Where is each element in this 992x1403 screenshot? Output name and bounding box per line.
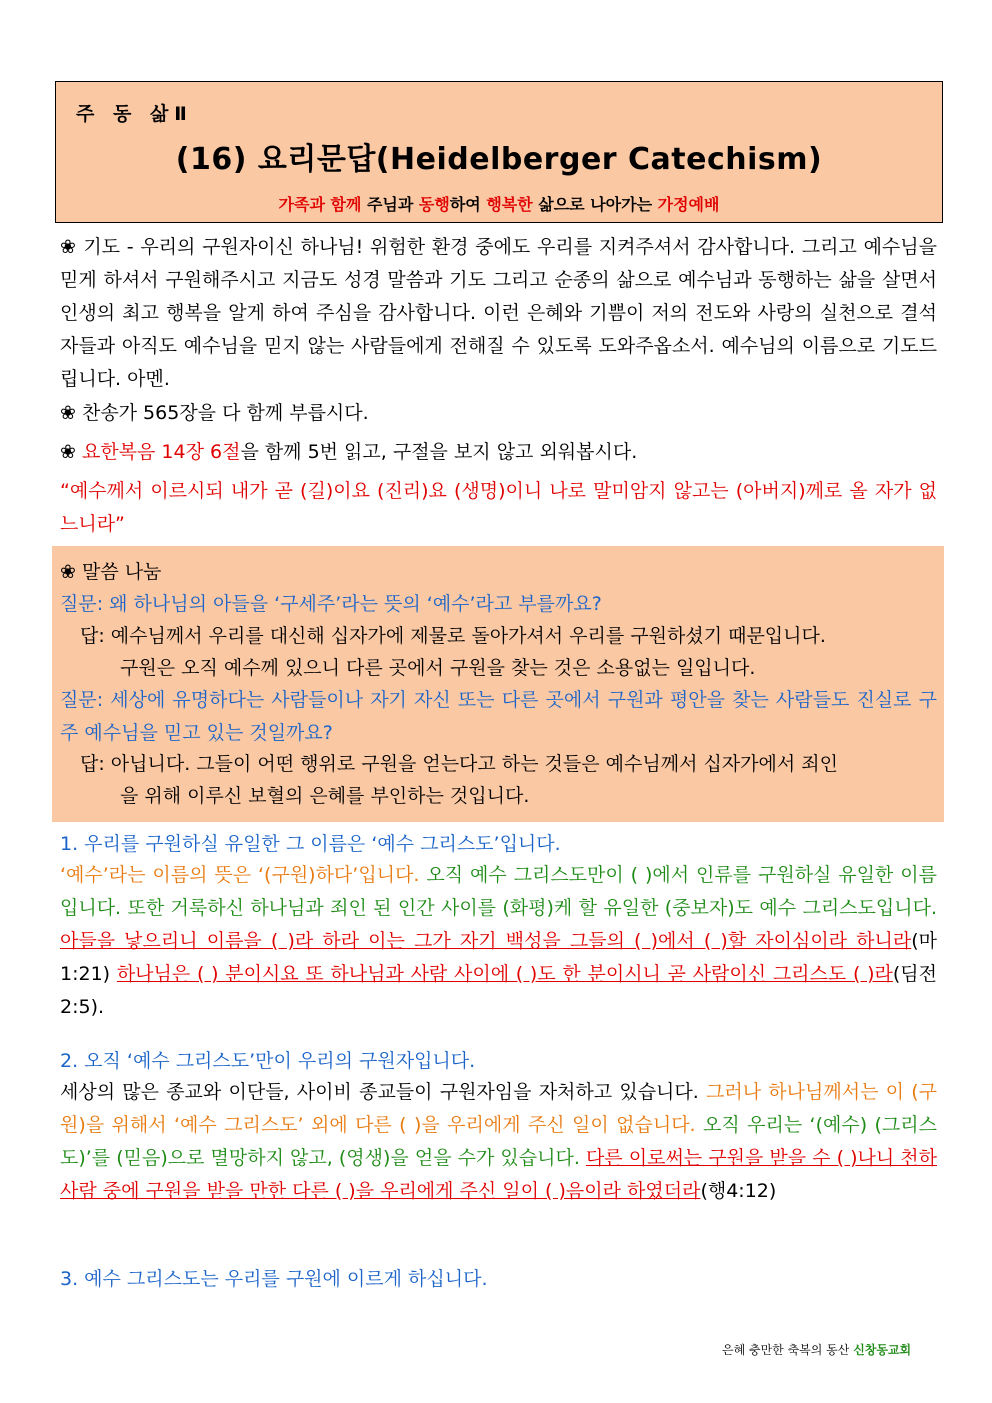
section-2-heading: 2. 오직 ‘예수 그리스도’만이 우리의 구원자입니다. [60,1050,476,1072]
answer-1-line-2: 구원은 오직 예수께 있으니 다른 곳에서 구원을 찾는 것은 소용없는 일입니다. [120,657,756,679]
page-title: (16) 요리문답(Heidelberger Catechism) [175,142,823,177]
answer-2-line-1: 답: 아닙니다. 그들이 어떤 행위로 구원을 얻는다고 하는 것들은 예수님께서 십자가에서 죄인 [80,753,838,775]
question-2: 질문: 세상에 유명하다는 사람들이나 자기 자신 또는 다른 곳에서 구원과 평안을 찾는 사람들도 진실로 구주 예수님을 믿고 있는 것일까요? [60,689,937,744]
hymn-line: ❀ 찬송가 565장을 다 함께 부릅시다. [60,402,369,424]
section-3-heading: 3. 예수 그리스도는 우리를 구원에 이르게 하십니다. [60,1268,488,1290]
section-2-body: 세상의 많은 종교와 이단들, 사이비 종교들이 구원자임을 자처하고 있습니다. 그러나 하나님께서는 이 (구원)을 위해서 ‘예수 그리스도’ 외에 다른 ( )을 우리에게 주신 일이 없습니다. 오직 우리는 ‘(예수) (그리스도)’를 (믿음)으로 멸망하지 않고, (영생)을 얻을 수가 있습니다. 다른 이로써는 구원을 받을 수 ( )나니 천하 사람 중에 구원을 받을 만한 다른 ( )을 우리에게 주신 일이 ( )음이라 하였더라(행4:12) [60,1081,937,1202]
discussion-heading: ❀ 말씀 나눔 [60,561,162,583]
section-1-heading: 1. 우리를 구원하실 유일한 그 이름은 ‘예수 그리스도’입니다. [60,833,561,855]
answer-1-line-1: 답: 예수님께서 우리를 대신해 십자가에 제물로 돌아가셔서 우리를 구원하셨기 때문입니다. [80,625,826,647]
title-box [55,81,943,223]
question-1: 질문: 왜 하나님의 아들을 ‘구세주’라는 뜻의 ‘예수’라고 부를까요? [60,593,602,615]
answer-2-line-2: 을 위해 이루신 보혈의 은혜를 부인하는 것입니다. [120,785,530,807]
church-name: 신창동교회 [853,1343,912,1357]
section-1-body: ‘예수’라는 이름의 뜻은 ‘(구원)하다’입니다. 오직 예수 그리스도만이 ( )에서 인류를 구원하실 유일한 이름입니다. 또한 거룩하신 하나님과 죄인 된 인간 사이를 (화평)케 할 유일한 (중보자)도 예수 그리스도입니다. 아들을 낳으리니 이름을 ( )라 하라 이는 그가 자기 백성을 그들의 ( )에서 ( )할 자이심이라 하니라(마1:21) 하나님은 ( ) 분이시요 또 하나님과 사람 사이에 ( )도 한 분이시니 곧 사람이신 그리스도 ( )라(딤전2:5). [60,864,937,1018]
subtitle: 가족과 함께 주님과 동행하여 행복한 삶으로 나아가는 가정예배 [278,195,720,214]
flower-icon: ❀ [60,441,82,463]
prayer-paragraph: ❀ 기도 - 우리의 구원자이신 하나님! 위험한 환경 중에도 우리를 지켜주셔서 감사합니다. 그리고 예수님을 믿게 하셔서 구원해주시고 지금도 성경 말씀과 기도 그리고 순종의 삶으로 예수님과 동행하는 삶을 살면서 인생의 최고 행복을 알게 하여 주심을 감사합니다. 이런 은혜와 기쁨이 저의 전도와 사랑의 실천으로 결석자들과 아직도 예수님을 믿지 않는 사람들에게 전해질 수 있도록 도와주옵소서. 예수님의 이름으로 기도드립니다. 아멘. [60,236,937,390]
memory-verse: “예수께서 이르시되 내가 곧 (길)이요 (진리)요 (생명)이니 나로 말미암지 않고는 (아버지)께로 올 자가 없느니라” [60,480,937,535]
series-label: 주 동 삶Ⅱ [76,103,193,125]
reading-line: ❀ 요한복음 14장 6절을 함께 5번 읽고, 구절을 보지 않고 외워봅시다. [60,441,638,463]
footer: 은혜 충만한 축복의 동산 신창동교회 [722,1343,912,1357]
scripture-reference: 요한복음 14장 6절 [81,441,241,463]
